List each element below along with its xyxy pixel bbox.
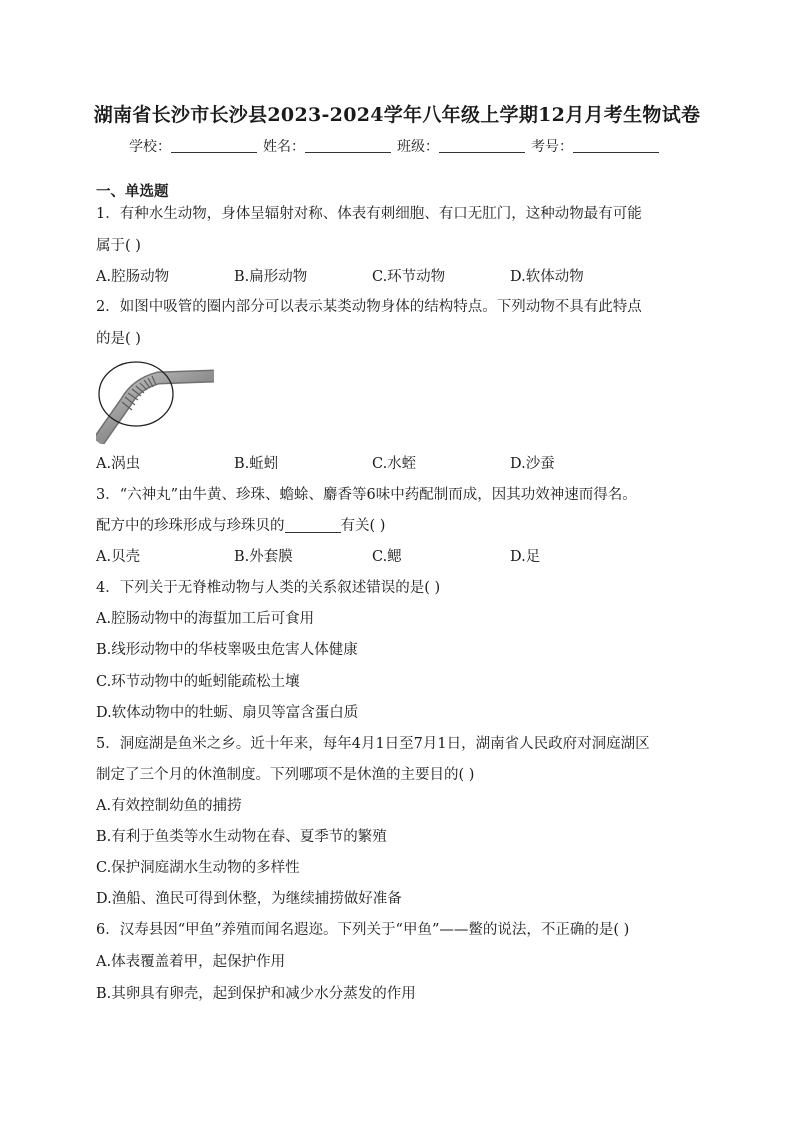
name-blank[interactable]	[305, 138, 391, 153]
q3-stem-line1: 3．“六神丸”由牛黄、珍珠、蟾蜍、麝香等6味中药配制而成，因其功效神速而得名。	[96, 487, 637, 503]
q6-stem: 6．汉寿县因“甲鱼”养殖而闻名遐迩。下列关于“甲鱼”——鳖的说法，不正确的是( )	[96, 922, 630, 938]
q4-stem: 4．下列关于无脊椎动物与人类的关系叙述错误的是( )	[96, 580, 441, 596]
q5-option-a[interactable]: A.有效控制幼鱼的捕捞	[96, 798, 242, 814]
q2-stem-line2: 的是( )	[96, 331, 141, 347]
q1-stem-line2: 属于( )	[96, 238, 141, 254]
q2-option-a[interactable]: A.涡虫	[96, 456, 141, 472]
q1-option-a[interactable]: A.腔肠动物	[96, 269, 170, 285]
q5-stem-line2: 制定了三个月的休渔制度。下列哪项不是休渔的主要目的( )	[96, 767, 475, 783]
q3-option-d[interactable]: D.足	[510, 549, 541, 565]
exam-title: 湖南省长沙市长沙县2023-2024学年八年级上学期12月月考生物试卷	[93, 104, 701, 126]
q1-option-d[interactable]: D.软体动物	[510, 269, 584, 285]
q3-stem-line2-b: 有关( )	[340, 518, 386, 534]
q4-option-a[interactable]: A.腔肠动物中的海蜇加工后可食用	[96, 611, 315, 627]
q3-answer-blank[interactable]	[285, 517, 341, 533]
q3-option-a[interactable]: A.贝壳	[96, 549, 141, 565]
q1-option-c[interactable]: C.环节动物	[372, 269, 446, 285]
number-label: 考号：	[531, 139, 573, 155]
q2-option-c[interactable]: C.水蛭	[372, 456, 417, 472]
q3-stem-line2-a: 配方中的珍珠形成与珍珠贝的	[96, 518, 285, 534]
q6-option-a[interactable]: A.体表覆盖着甲，起保护作用	[96, 954, 286, 970]
q3-stem-line2	[96, 516, 385, 536]
q5-stem-line1: 5．洞庭湖是鱼米之乡。近十年来，每年4月1日至7月1日，湖南省人民政府对洞庭湖区	[96, 736, 650, 752]
q3-option-c[interactable]: C.鳃	[372, 549, 402, 565]
q2-stem-line1: 2．如图中吸管的圈内部分可以表示某类动物身体的结构特点。下列动物不具有此特点	[96, 299, 642, 315]
straw-body	[98, 376, 214, 442]
q5-option-b[interactable]: B.有利于鱼类等水生动物在春、夏季节的繁殖	[96, 829, 387, 845]
q4-option-c[interactable]: C.环节动物中的蚯蚓能疏松土壤	[96, 674, 300, 690]
q5-option-c[interactable]: C.保护洞庭湖水生动物的多样性	[96, 860, 300, 876]
q3-option-b[interactable]: B.外套膜	[234, 549, 293, 565]
number-blank[interactable]	[573, 138, 659, 153]
q2-option-d[interactable]: D.沙蚕	[510, 456, 555, 472]
q1-option-b[interactable]: B.扁形动物	[234, 269, 308, 285]
class-label: 班级：	[397, 139, 439, 155]
school-label: 学校：	[129, 139, 171, 155]
q4-option-d[interactable]: D.软体动物中的牡蛎、扇贝等富含蛋白质	[96, 705, 359, 721]
section-heading: 一、单选题	[96, 183, 169, 200]
name-label: 姓名：	[263, 139, 305, 155]
q2-option-b[interactable]: B.蚯蚓	[234, 456, 279, 472]
class-blank[interactable]	[439, 138, 525, 153]
q1-stem-line1: 1．有种水生动物，身体呈辐射对称、体表有刺细胞、有口无肛门，这种动物最有可能	[96, 206, 642, 222]
q5-option-d[interactable]: D.渔船、渔民可得到休整，为继续捕捞做好准备	[96, 891, 402, 907]
school-blank[interactable]	[171, 138, 257, 153]
student-info-row	[0, 136, 794, 156]
straw-figure	[96, 358, 214, 444]
q4-option-b[interactable]: B.线形动物中的华枝睾吸虫危害人体健康	[96, 642, 358, 658]
q6-option-b[interactable]: B.其卵具有卵壳，起到保护和减少水分蒸发的作用	[96, 986, 416, 1002]
